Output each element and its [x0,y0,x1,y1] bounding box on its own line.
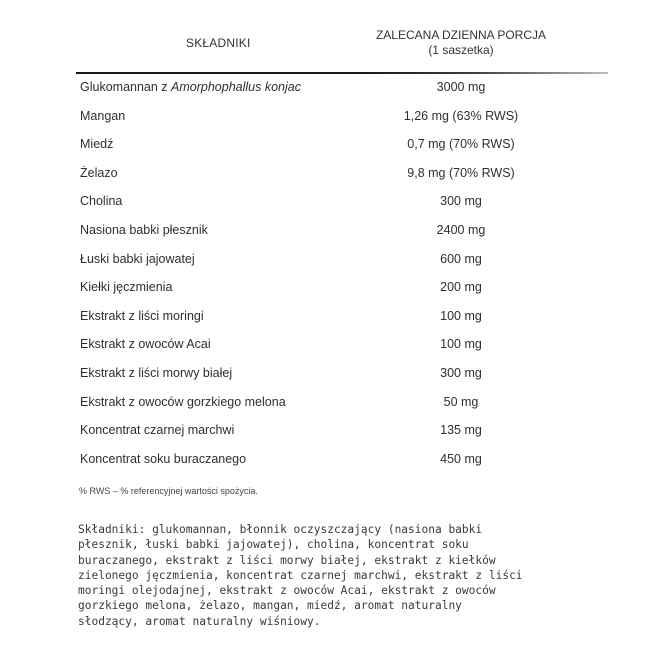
table-row [0,160,650,189]
daily-dose-header-line2: (1 saszetka) [428,43,494,57]
ingredient-name [80,366,232,380]
table-row [0,389,650,418]
table-row [0,303,650,332]
composition-line: płesznik, łuski babki jajowatej), cholina, koncentrat soku [78,538,469,552]
table-row [0,188,650,217]
ingredient-amount: 0,7 mg (70% RWS) [407,137,515,152]
ingredient-name-text: Glukomannan z [80,80,172,94]
ingredient-name [80,309,204,323]
table-header [0,0,650,66]
ingredient-amount: 135 mg [440,423,482,438]
ingredient-amount: 300 mg [440,194,482,209]
rws-footnote: % RWS – % referencyjnej wartości spożycia. [79,486,258,496]
ingredient-name [80,137,113,151]
ingredient-amount: 300 mg [440,365,482,380]
ingredient-name-text: Koncentrat czarnej marchwi [80,423,235,438]
table-row [0,246,650,275]
table-row [0,103,650,132]
daily-dose-header-line1: ZALECANA DZIENNA PORCJA [375,28,547,42]
ingredient-name [80,80,301,94]
ingredient-name [80,252,195,266]
ingredient-name-text: Ekstrakt z liści moringi [80,308,204,323]
ingredient-amount: 200 mg [440,280,482,295]
ingredient-name [80,337,211,351]
ingredient-name-text: Nasiona babki płesznik [80,222,208,237]
composition-line: moringi olejodajnej, ekstrakt z owoców Acai, ekstrakt z owoców [78,584,496,598]
daily-dose-column-header [355,28,567,58]
composition-text [78,522,568,629]
ingredient-name-text: Kiełki jęczmienia [80,280,173,295]
ingredient-amount: 9,8 mg (70% RWS) [407,165,515,180]
ingredient-name [80,109,125,123]
composition-line: Składniki: glukomannan, błonnik oczyszczający (nasiona babki [78,523,483,536]
ingredient-name-text: Łuski babki jajowatej [80,251,195,266]
table-row [0,446,650,475]
ingredient-name [80,452,246,466]
ingredient-amount: 2400 mg [436,222,486,237]
table-row [0,217,650,246]
ingredient-name-text: Cholina [80,194,123,209]
ingredient-amount: 50 mg [443,394,479,409]
ingredient-amount: 450 mg [440,451,482,466]
ingredients-column-header: SKŁADNIKI [186,36,251,50]
ingredient-name [80,280,172,294]
table-row [0,360,650,389]
table-row [0,131,650,160]
ingredient-name-text: Ekstrakt z owoców Acai [80,337,211,352]
ingredient-amount: 100 mg [440,308,482,323]
ingredient-name-text: Koncentrat soku buraczanego [80,451,247,466]
ingredient-amount: 100 mg [440,337,482,352]
ingredient-name-text: Mangan [80,108,126,123]
ingredient-name-text: Żelazo [80,165,118,180]
ingredient-name [80,223,208,237]
ingredient-name-text: Miedź [80,137,114,152]
ingredient-name [80,194,122,208]
ingredient-name-latin: Amorphophallus konjac [171,80,301,94]
ingredient-name [80,395,286,409]
ingredient-name [80,166,118,180]
ingredient-amount: 1,26 mg (63% RWS) [403,108,519,123]
ingredient-name-text: Ekstrakt z owoców gorzkiego melona [80,394,286,409]
table-row [0,417,650,446]
table-row [0,274,650,303]
table-row [0,74,650,103]
ingredient-name [80,423,234,437]
ingredient-name-text: Ekstrakt z liści morwy białej [80,365,233,380]
ingredients-table [0,74,650,474]
table-row [0,331,650,360]
ingredient-amount: 600 mg [440,251,482,266]
composition-line: gorzkiego melona, żelazo, mangan, miedź, aromat naturalny [78,599,462,613]
ingredient-amount: 3000 mg [436,80,486,94]
composition-line: zielonego jęczmienia, koncentrat czarnej marchwi, ekstrakt z liści [78,568,523,582]
composition-line: buraczanego, ekstrakt z liści morwy białej, ekstrakt z kiełków [78,553,496,567]
composition-line: słodzący, aromat naturalny wiśniowy. [78,614,321,628]
